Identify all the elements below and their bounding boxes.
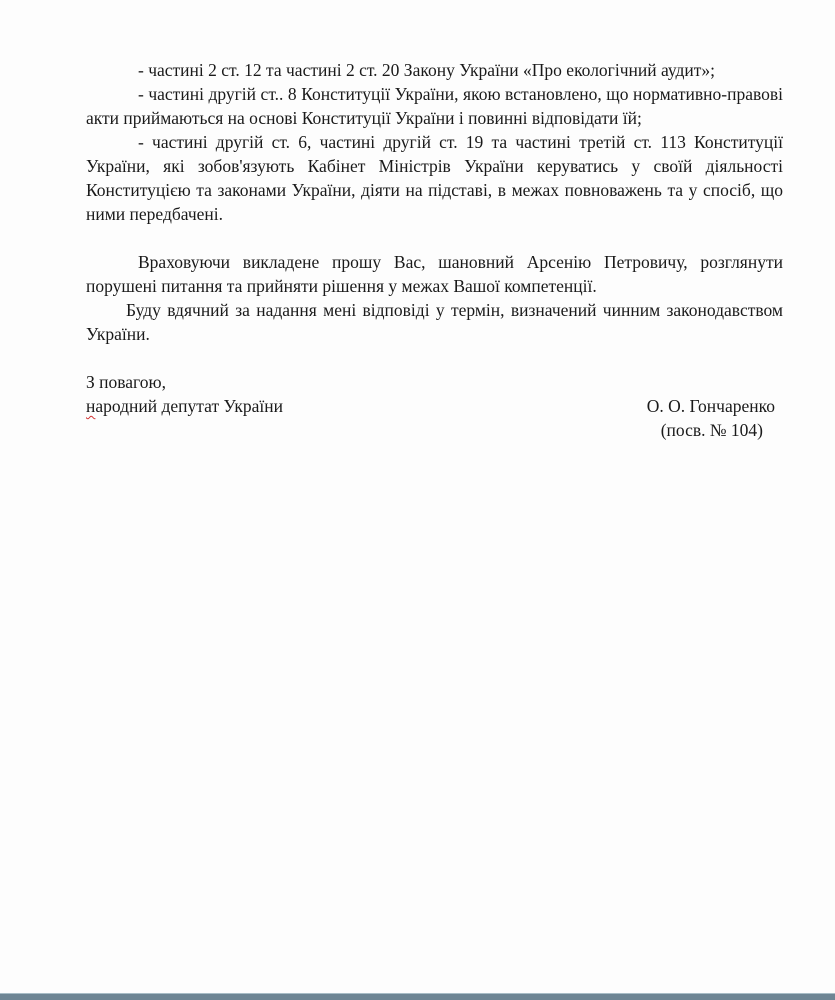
spellcheck-mark[interactable]: н: [86, 396, 96, 416]
document-body: [86, 58, 783, 442]
window-bottom-border: [0, 993, 835, 1000]
signer-name: О. О. Гончаренко: [646, 396, 775, 416]
closing-text: З повагою,: [86, 372, 166, 392]
spacer: [86, 226, 783, 250]
paragraph-response-request: Буду вдячний за надання мені відповіді у термін, визначений чинним законодавством України.: [86, 300, 783, 344]
closing-row: [86, 370, 783, 394]
paragraph-constitution-art6-19-113: - частині другій ст. 6, частині другій ст. 19 та частині третій ст. 113 Конституції України, які зобов'язують Кабінет Міністрів України керуватись у своїй діяльності Конституцією та законами України, діяти на підставі, в межах повноважень та у спосіб, що ними передбачені.: [86, 132, 783, 224]
spacer: [86, 346, 783, 370]
paragraph-ecological-audit: - частині 2 ст. 12 та частині 2 ст. 20 Закону України «Про екологічний аудит»;: [138, 60, 716, 80]
signature-row: [86, 394, 783, 418]
signer-title-text: ародний депутат України: [95, 396, 283, 416]
paragraph-request: Враховуючи викладене прошу Вас, шановний Арсенію Петровичу, розглянути порушені питання та прийняти рішення у межах Вашої компетенції.: [86, 252, 783, 296]
signer-id: (посв. № 104): [660, 420, 763, 440]
signer-title: [86, 394, 283, 418]
signer-id-row: [86, 418, 783, 442]
paragraph-constitution-art8: - частині другій ст.. 8 Конституції України, якою встановлено, що нормативно-правові акти приймаються на основі Конституції України і повинні відповідати їй;: [86, 84, 783, 128]
